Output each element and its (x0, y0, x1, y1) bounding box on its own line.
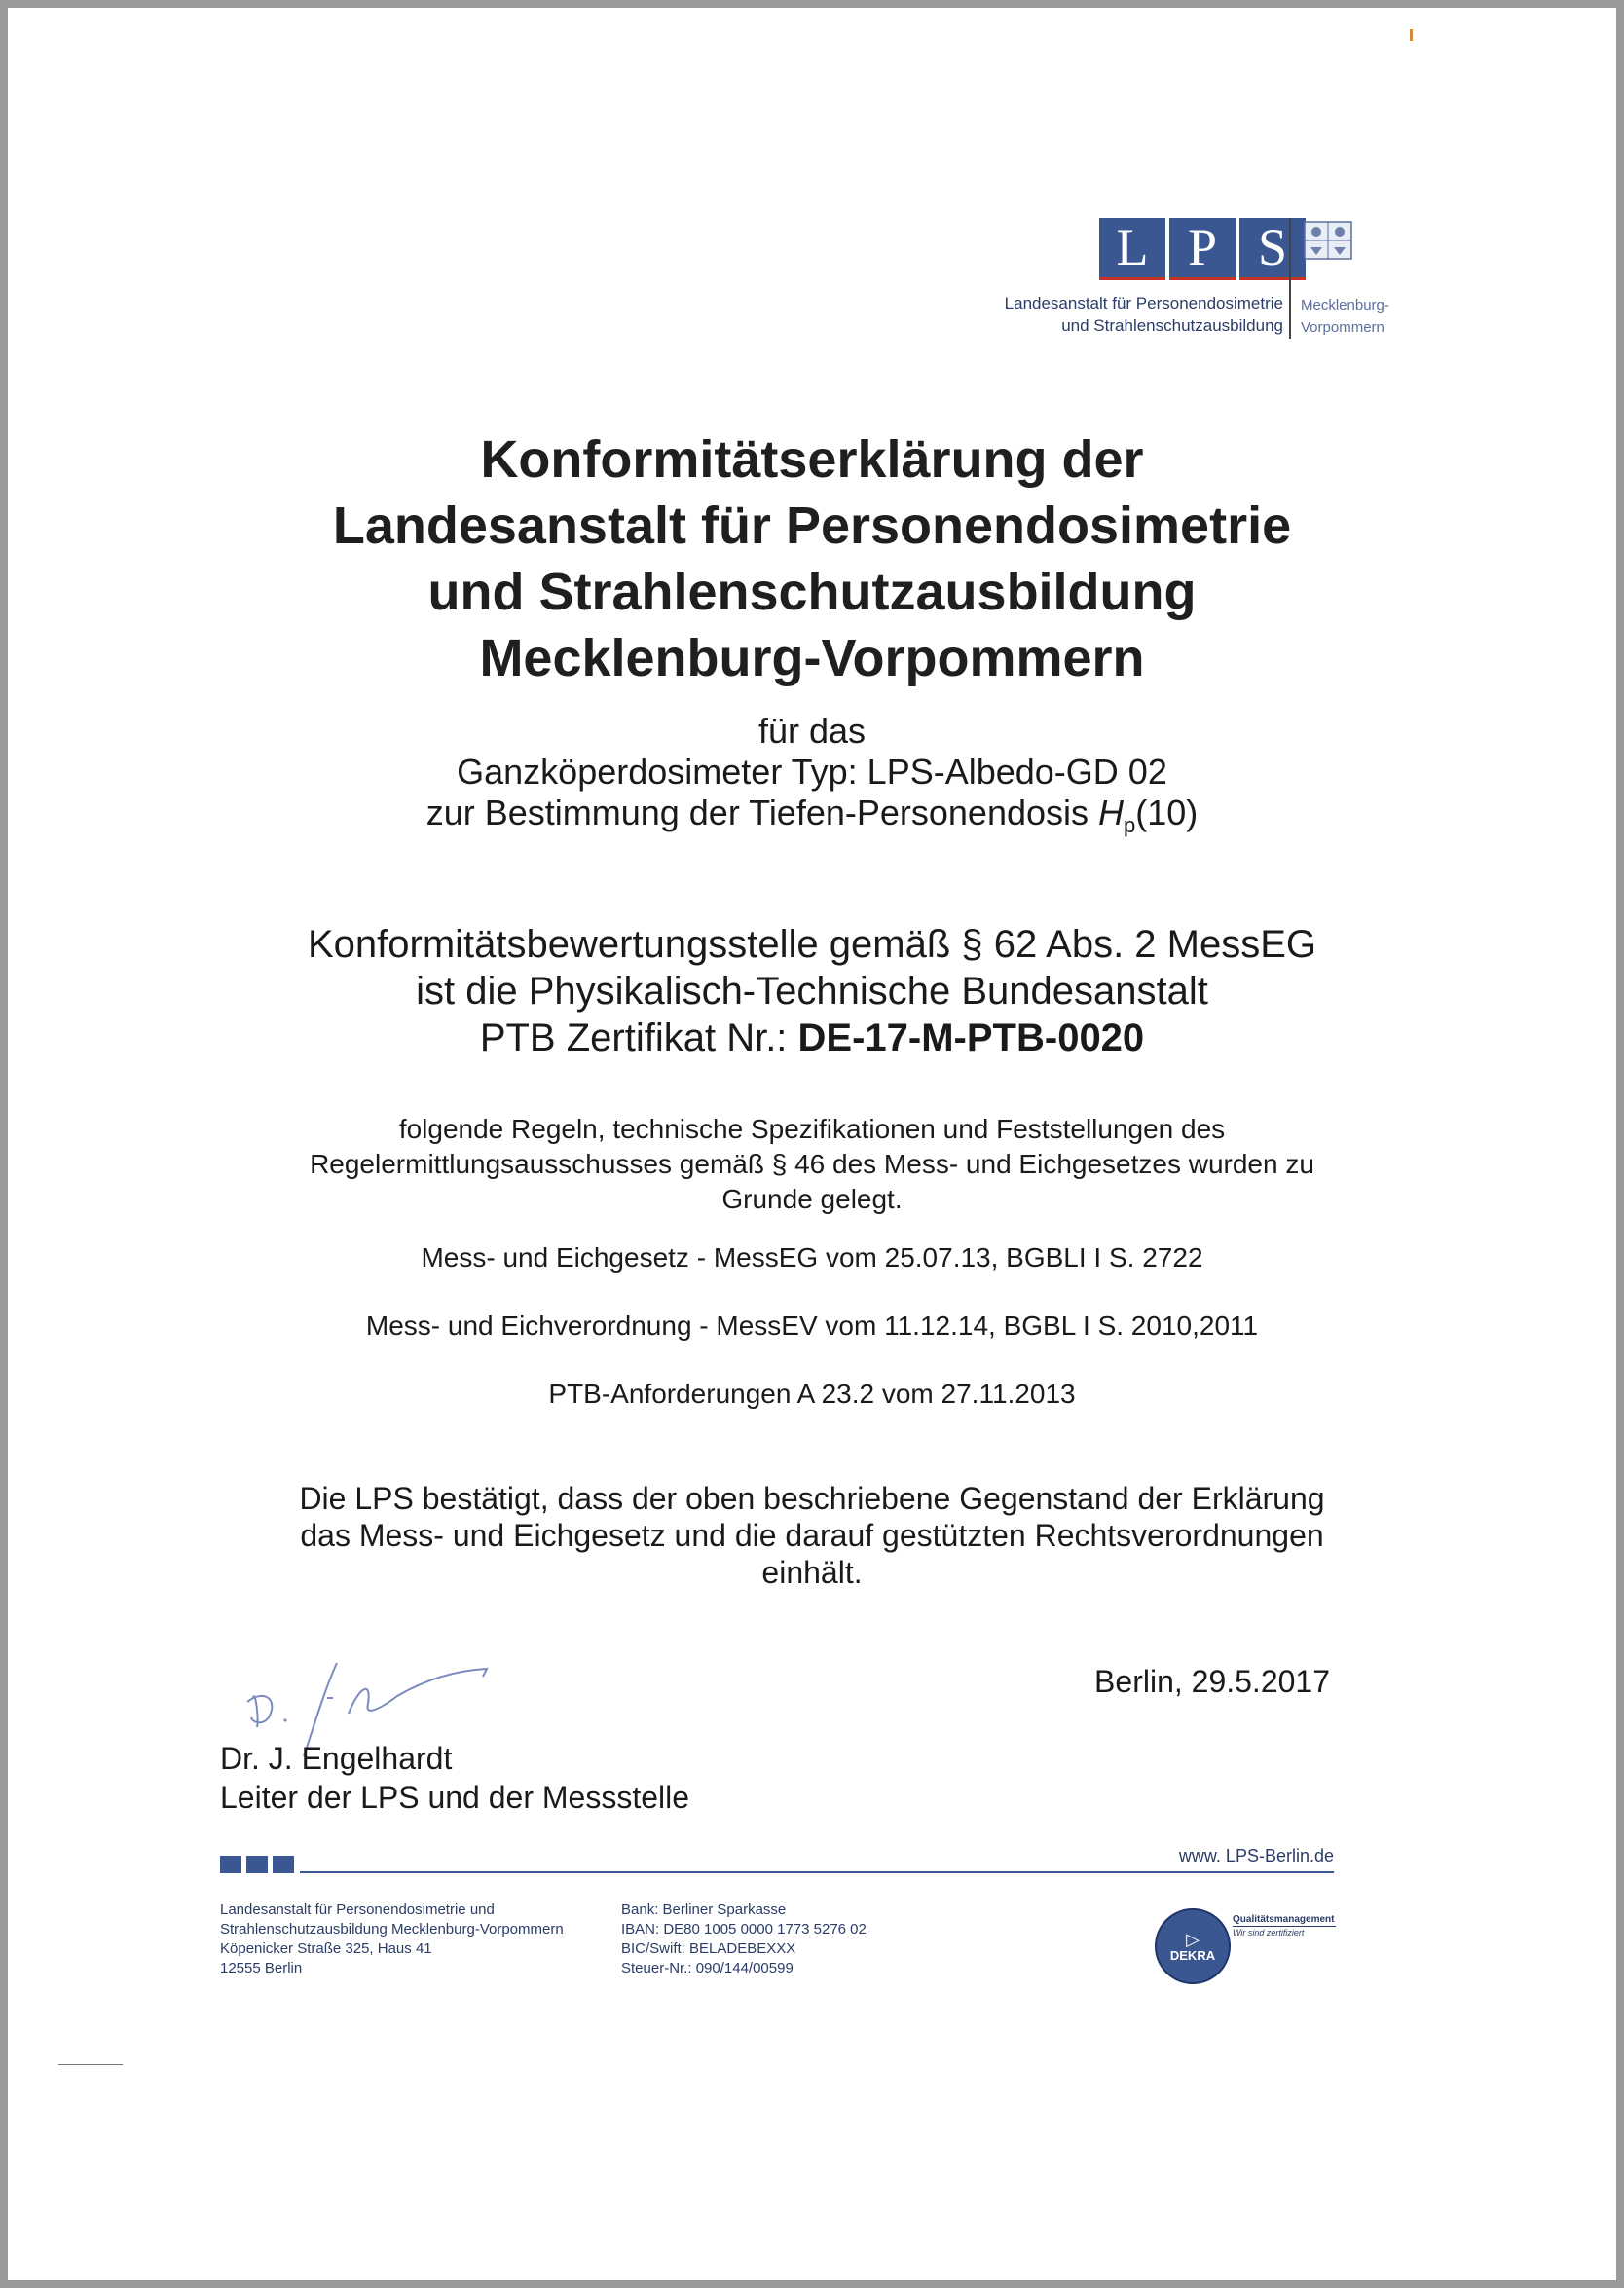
website-link[interactable]: www. LPS-Berlin.de (1178, 1846, 1334, 1865)
regulation-item: Mess- und Eichverordnung - MessEV vom 11.12.14, BGBL I S. 2010,2011 (365, 1310, 1259, 1341)
rules-intro: folgende Regeln, technische Spezifikationen und Feststellungen des Regelermittlungsausschusses gemäß § 46 des Mess- und Eichgesetzes wurden zu Grunde gelegt. (310, 1114, 1314, 1214)
certificate-number: DE-17-M-PTB-0020 (797, 1016, 1145, 1059)
page-title (8, 426, 1616, 691)
footer-brand-squares (220, 1856, 294, 1873)
signatory (220, 1739, 689, 1817)
title-line: Landesanstalt für Personendosimetrie (332, 497, 1292, 555)
state-crest-icon (1303, 218, 1353, 275)
conformity-body: Konformitätsbewertungsstelle gemäß § 62 Abs. 2 MessEG ist die Physikalisch-Technische Bundesanstalt PTB Zertifikat Nr.: DE-17-M-PTB-0020 (307, 923, 1317, 1059)
title-line: Konformitätserklärung der (480, 430, 1144, 489)
logo-letter: S (1239, 218, 1306, 280)
title-line: Mecklenburg-Vorpommern (479, 629, 1145, 687)
footer-bank-details: Bank: Berliner Sparkasse IBAN: DE80 1005 0000 1773 5276 02 BIC/Swift: BELADEBEXXX Steuer-Nr.: 090/144/00599 (621, 1901, 867, 1976)
lps-logo (1099, 218, 1306, 280)
confirmation-statement: Die LPS bestätigt, dass der oben beschriebene Gegenstand der Erklärung das Mess- und Eichgesetz und die darauf gestützten Rechtsverordnungen einhält. (299, 1481, 1325, 1590)
scan-artifact-line (58, 2064, 123, 2065)
title-line: und Strahlenschutzausbildung (427, 563, 1197, 621)
regulation-item: PTB-Anforderungen A 23.2 vom 27.11.2013 (548, 1379, 1076, 1409)
org-name-header: Landesanstalt für Personendosimetrie und Strahlenschutzausbildung (1004, 294, 1283, 335)
signatory-name: Dr. J. Engelhardt (220, 1741, 453, 1776)
place-date: Berlin, 29.5.2017 (1094, 1664, 1330, 1699)
state-name-header: Mecklenburg- Vorpommern (1301, 297, 1389, 336)
scan-artifact (1410, 29, 1413, 41)
certificate-page (8, 8, 1616, 2280)
logo-divider (1289, 218, 1291, 339)
logo-letter: P (1169, 218, 1236, 280)
dekra-seal-icon: ▷ DEKRA (1155, 1908, 1231, 1984)
device-description: für das Ganzköperdosimeter Typ: LPS-Albedo-GD 02 zur Bestimmung der Tiefen-Personendosis $H_p(10)$ (425, 711, 1199, 838)
logo-letter: L (1099, 218, 1165, 280)
footer-address: Landesanstalt für Personendosimetrie und Strahlenschutzausbildung Mecklenburg-Vorpommern Köpenicker Straße 325, Haus 41 12555 Berlin (220, 1901, 564, 1976)
dekra-certification-badge: ▷ DEKRA Qualitätsmanagement Wir sind zertifiziert (1135, 1902, 1340, 1984)
footer-divider (300, 1871, 1334, 1873)
regulation-item: Mess- und Eichgesetz - MessEG vom 25.07.13, BGBLI I S. 2722 (421, 1242, 1203, 1273)
signatory-role: Leiter der LPS und der Messstelle (220, 1780, 690, 1815)
